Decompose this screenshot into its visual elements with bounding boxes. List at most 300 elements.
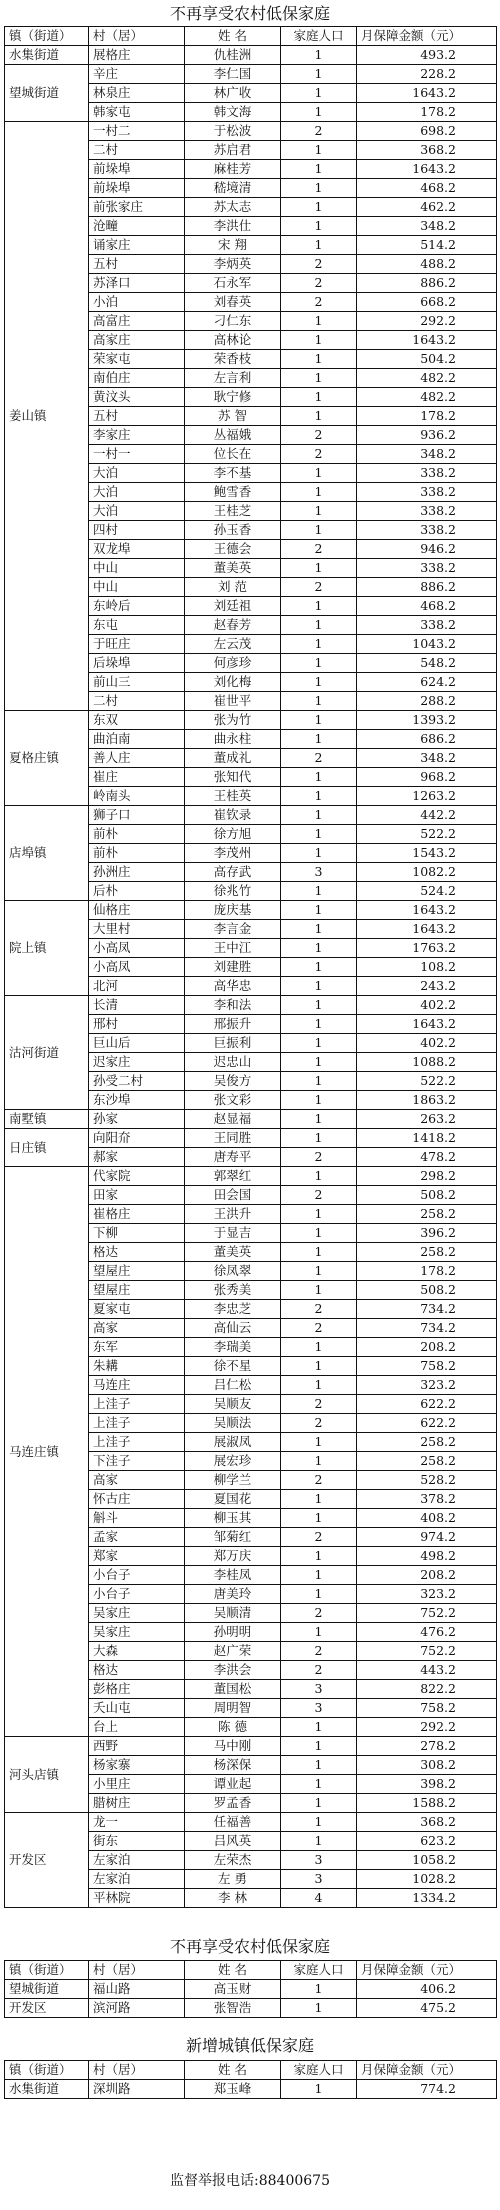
household-size-cell: 1 [281,236,357,255]
village-cell: 展格庄 [89,46,185,65]
amount-cell: 348.2 [357,445,497,464]
hotline-footer: 监督举报电话:88400675 [170,2173,330,2189]
name-cell: 赵春芳 [185,616,281,635]
amount-cell: 524.2 [357,882,497,901]
name-cell: 李仁国 [185,65,281,84]
amount-cell: 338.2 [357,502,497,521]
village-cell: 格达 [89,1661,185,1680]
name-cell: 李茂州 [185,844,281,863]
village-cell: 孙受二村 [89,1072,185,1091]
town-cell: 姜山镇 [5,122,89,711]
village-cell: 苏泽口 [89,274,185,293]
table-header-row [5,1961,497,1980]
village-cell: 杨家寨 [89,1756,185,1775]
household-size-cell: 1 [281,179,357,198]
name-cell: 刘建胜 [185,958,281,977]
name-cell: 王德会 [185,540,281,559]
name-cell: 鲍雪香 [185,483,281,502]
village-cell: 二村 [89,692,185,711]
table-row [5,1110,497,1129]
village-cell: 迟家庄 [89,1053,185,1072]
amount-cell: 1028.2 [357,1870,497,1889]
amount-cell: 668.2 [357,293,497,312]
name-cell: 展宏珍 [185,1452,281,1471]
name-cell: 张智浩 [185,1999,281,2018]
amount-cell: 228.2 [357,65,497,84]
amount-cell: 1393.2 [357,711,497,730]
household-size-cell: 1 [281,217,357,236]
name-cell: 丛福娥 [185,426,281,445]
town-cell: 开发区 [5,1999,89,2018]
village-cell: 高家 [89,1319,185,1338]
name-cell: 王同胜 [185,1129,281,1148]
name-cell: 迟忠山 [185,1053,281,1072]
household-size-cell: 1 [281,84,357,103]
village-cell: 邢村 [89,1015,185,1034]
table-header-row [5,2061,497,2080]
name-cell: 李 林 [185,1889,281,1908]
amount-cell: 522.2 [357,825,497,844]
name-cell: 高林论 [185,331,281,350]
amount-cell: 758.2 [357,1699,497,1718]
header-name: 姓 名 [185,2061,281,2080]
name-cell: 李瑞美 [185,1338,281,1357]
village-cell: 望屋庄 [89,1281,185,1300]
name-cell: 高仙云 [185,1319,281,1338]
header-monthly-amount: 月保障金额（元） [357,2061,497,2080]
name-cell: 夏国花 [185,1490,281,1509]
village-cell: 上洼子 [89,1433,185,1452]
table-row [5,1737,497,1756]
name-cell: 唐寿平 [185,1148,281,1167]
household-size-cell: 1 [281,1433,357,1452]
village-cell: 左家泊 [89,1851,185,1870]
amount-cell: 508.2 [357,1186,497,1205]
town-cell: 望城街道 [5,1980,89,1999]
village-cell: 前张家庄 [89,198,185,217]
amount-cell: 1263.2 [357,787,497,806]
household-size-cell: 2 [281,274,357,293]
amount-cell: 1418.2 [357,1129,497,1148]
header-name: 姓 名 [185,27,281,46]
name-cell: 左荣杰 [185,1851,281,1870]
name-cell: 郭翠红 [185,1167,281,1186]
amount-cell: 623.2 [357,1832,497,1851]
amount-cell: 468.2 [357,179,497,198]
name-cell: 仇桂洲 [185,46,281,65]
village-cell: 沧疃 [89,217,185,236]
amount-cell: 482.2 [357,369,497,388]
amount-cell: 338.2 [357,464,497,483]
village-cell: 东屯 [89,616,185,635]
village-cell: 巨山后 [89,1034,185,1053]
amount-cell: 752.2 [357,1604,497,1623]
village-cell: 斛斗 [89,1509,185,1528]
amount-cell: 522.2 [357,1072,497,1091]
town-cell: 院上镇 [5,901,89,996]
amount-cell: 338.2 [357,483,497,502]
amount-cell: 292.2 [357,1718,497,1737]
name-cell: 董美英 [185,1243,281,1262]
household-size-cell: 1 [281,1205,357,1224]
household-size-cell: 3 [281,1699,357,1718]
household-size-cell: 1 [281,1167,357,1186]
village-cell: 林泉庄 [89,84,185,103]
household-size-cell: 1 [281,1775,357,1794]
village-cell: 五村 [89,255,185,274]
amount-cell: 624.2 [357,673,497,692]
household-size-cell: 1 [281,350,357,369]
household-size-cell: 2 [281,445,357,464]
amount-cell: 408.2 [357,1509,497,1528]
household-size-cell: 2 [281,1395,357,1414]
name-cell: 张文彩 [185,1091,281,1110]
name-cell: 林广收 [185,84,281,103]
name-cell: 任福善 [185,1813,281,1832]
town-cell: 河头店镇 [5,1737,89,1813]
amount-cell: 348.2 [357,217,497,236]
household-size-cell: 2 [281,122,357,141]
name-cell: 赵广荣 [185,1642,281,1661]
village-cell: 大泊 [89,483,185,502]
household-size-cell: 1 [281,1281,357,1300]
amount-cell: 974.2 [357,1528,497,1547]
household-size-cell: 2 [281,1319,357,1338]
name-cell: 左言利 [185,369,281,388]
household-size-cell: 1 [281,958,357,977]
household-size-cell: 1 [281,1034,357,1053]
amount-cell: 368.2 [357,141,497,160]
amount-cell: 442.2 [357,806,497,825]
village-cell: 腊树庄 [89,1794,185,1813]
name-cell: 杨深保 [185,1756,281,1775]
amount-cell: 1334.2 [357,1889,497,1908]
village-cell: 韩家屯 [89,103,185,122]
town-cell: 马连庄镇 [5,1167,89,1737]
amount-cell: 1643.2 [357,1015,497,1034]
household-size-cell: 1 [281,1243,357,1262]
amount-cell: 308.2 [357,1756,497,1775]
name-cell: 高华忠 [185,977,281,996]
amount-cell: 178.2 [357,407,497,426]
household-size-cell: 1 [281,369,357,388]
amount-cell: 1643.2 [357,901,497,920]
village-cell: 小泊 [89,293,185,312]
table-row [5,711,497,730]
household-size-cell: 1 [281,1490,357,1509]
household-size-cell: 1 [281,1813,357,1832]
table-row [5,1980,497,1999]
name-cell: 苏太志 [185,198,281,217]
household-size-cell: 2 [281,1300,357,1319]
household-size-cell: 1 [281,730,357,749]
name-cell: 邢振升 [185,1015,281,1034]
household-size-cell: 1 [281,464,357,483]
household-size-cell: 2 [281,1471,357,1490]
name-cell: 耿宁修 [185,388,281,407]
name-cell: 位长在 [185,445,281,464]
section2-title: 不再享受农村低保家庭 [169,1937,330,1956]
header-name: 姓 名 [185,1961,281,1980]
household-size-cell: 1 [281,1262,357,1281]
name-cell: 李洪会 [185,1661,281,1680]
amount-cell: 752.2 [357,1642,497,1661]
name-cell: 李和法 [185,996,281,1015]
header-town: 镇（街道） [5,27,89,46]
amount-cell: 498.2 [357,1547,497,1566]
household-size-cell: 1 [281,46,357,65]
household-size-cell: 1 [281,768,357,787]
name-cell: 刘春英 [185,293,281,312]
name-cell: 刁仁东 [185,312,281,331]
amount-cell: 1088.2 [357,1053,497,1072]
household-size-cell: 1 [281,312,357,331]
name-cell: 董美英 [185,559,281,578]
village-cell: 南伯庄 [89,369,185,388]
name-cell: 孙玉香 [185,521,281,540]
name-cell: 徐兆竹 [185,882,281,901]
household-size-cell: 1 [281,1980,357,1999]
name-cell: 高玉财 [185,1980,281,1999]
village-cell: 仙格庄 [89,901,185,920]
amount-cell: 622.2 [357,1395,497,1414]
amount-cell: 443.2 [357,1661,497,1680]
name-cell: 荣香枝 [185,350,281,369]
name-cell: 徐不星 [185,1357,281,1376]
table-row [5,46,497,65]
household-size-cell: 1 [281,1623,357,1642]
household-size-cell: 2 [281,1186,357,1205]
village-cell: 曲泊南 [89,730,185,749]
household-size-cell: 1 [281,977,357,996]
amount-cell: 482.2 [357,388,497,407]
amount-cell: 208.2 [357,1566,497,1585]
name-cell: 李忠芝 [185,1300,281,1319]
amount-cell: 478.2 [357,1148,497,1167]
name-cell: 马中刚 [185,1737,281,1756]
village-cell: 夭山屯 [89,1699,185,1718]
name-cell: 周明智 [185,1699,281,1718]
amount-cell: 398.2 [357,1775,497,1794]
name-cell: 苏 智 [185,407,281,426]
household-size-cell: 2 [281,578,357,597]
amount-cell: 1543.2 [357,844,497,863]
village-cell: 孙家 [89,1110,185,1129]
table-row [5,1129,497,1148]
household-size-cell: 1 [281,1794,357,1813]
village-cell: 平林院 [89,1889,185,1908]
household-size-cell: 2 [281,293,357,312]
amount-cell: 1643.2 [357,160,497,179]
amount-cell: 258.2 [357,1205,497,1224]
village-cell: 五村 [89,407,185,426]
household-size-cell: 1 [281,483,357,502]
amount-cell: 338.2 [357,616,497,635]
header-household-size: 家庭人口 [281,1961,357,1980]
village-cell: 田家 [89,1186,185,1205]
section1-table [4,26,497,1908]
household-size-cell: 1 [281,1547,357,1566]
village-cell: 台上 [89,1718,185,1737]
household-size-cell: 2 [281,1414,357,1433]
village-cell: 大森 [89,1642,185,1661]
village-cell: 孙洲庄 [89,863,185,882]
amount-cell: 686.2 [357,730,497,749]
household-size-cell: 1 [281,673,357,692]
household-size-cell: 1 [281,1015,357,1034]
household-size-cell: 4 [281,1889,357,1908]
amount-cell: 475.2 [357,1999,497,2018]
name-cell: 董成礼 [185,749,281,768]
village-cell: 怀古庄 [89,1490,185,1509]
village-cell: 中山 [89,559,185,578]
household-size-cell: 3 [281,1851,357,1870]
table-row [5,1813,497,1832]
name-cell: 郑玉峰 [185,2080,281,2099]
household-size-cell: 1 [281,1053,357,1072]
table-row [5,1167,497,1186]
village-cell: 东沙埠 [89,1091,185,1110]
amount-cell: 178.2 [357,1262,497,1281]
village-cell: 郝家 [89,1148,185,1167]
header-village: 村（居） [89,1961,185,1980]
amount-cell: 462.2 [357,198,497,217]
header-monthly-amount: 月保障金额（元） [357,1961,497,1980]
village-cell: 北河 [89,977,185,996]
amount-cell: 243.2 [357,977,497,996]
amount-cell: 278.2 [357,1737,497,1756]
amount-cell: 1082.2 [357,863,497,882]
name-cell: 吴顺法 [185,1414,281,1433]
name-cell: 刘化梅 [185,673,281,692]
name-cell: 徐凤翠 [185,1262,281,1281]
village-cell: 一村二 [89,122,185,141]
amount-cell: 886.2 [357,578,497,597]
name-cell: 罗孟香 [185,1794,281,1813]
village-cell: 马连庄 [89,1376,185,1395]
name-cell: 郑万庆 [185,1547,281,1566]
household-size-cell: 1 [281,787,357,806]
amount-cell: 402.2 [357,996,497,1015]
village-cell: 龙一 [89,1813,185,1832]
household-size-cell: 1 [281,160,357,179]
village-cell: 前朴 [89,844,185,863]
name-cell: 麻桂芳 [185,160,281,179]
header-household-size: 家庭人口 [281,2061,357,2080]
household-size-cell: 1 [281,939,357,958]
table-row [5,2080,497,2099]
household-size-cell: 1 [281,920,357,939]
name-cell: 唐美玲 [185,1585,281,1604]
household-size-cell: 1 [281,65,357,84]
village-cell: 辛庄 [89,65,185,84]
town-cell: 南墅镇 [5,1110,89,1129]
household-size-cell: 1 [281,1338,357,1357]
name-cell: 吕风英 [185,1832,281,1851]
amount-cell: 208.2 [357,1338,497,1357]
name-cell: 刘廷祖 [185,597,281,616]
name-cell: 左 勇 [185,1870,281,1889]
household-size-cell: 1 [281,1509,357,1528]
village-cell: 大泊 [89,464,185,483]
name-cell: 李言金 [185,920,281,939]
amount-cell: 476.2 [357,1623,497,1642]
village-cell: 大里村 [89,920,185,939]
village-cell: 下柳 [89,1224,185,1243]
household-size-cell: 1 [281,1110,357,1129]
village-cell: 后垛埠 [89,654,185,673]
town-cell: 水集街道 [5,46,89,65]
amount-cell: 263.2 [357,1110,497,1129]
household-size-cell: 1 [281,1999,357,2018]
name-cell: 邹菊红 [185,1528,281,1547]
amount-cell: 178.2 [357,103,497,122]
village-cell: 福山路 [89,1980,185,1999]
name-cell: 陈 德 [185,1718,281,1737]
header-village: 村（居） [89,2061,185,2080]
amount-cell: 622.2 [357,1414,497,1433]
table-row [5,65,497,84]
table-row [5,1999,497,2018]
name-cell: 田会国 [185,1186,281,1205]
village-cell: 诵家庄 [89,236,185,255]
name-cell: 庞庆基 [185,901,281,920]
name-cell: 李桂凤 [185,1566,281,1585]
village-cell: 小高凤 [89,958,185,977]
household-size-cell: 1 [281,806,357,825]
village-cell: 前朴 [89,825,185,844]
name-cell: 崔钦录 [185,806,281,825]
amount-cell: 504.2 [357,350,497,369]
household-size-cell: 2 [281,255,357,274]
household-size-cell: 3 [281,1680,357,1699]
name-cell: 崔世平 [185,692,281,711]
village-cell: 格达 [89,1243,185,1262]
amount-cell: 288.2 [357,692,497,711]
town-cell: 水集街道 [5,2080,89,2099]
village-cell: 孟家 [89,1528,185,1547]
name-cell: 吴顺友 [185,1395,281,1414]
amount-cell: 396.2 [357,1224,497,1243]
amount-cell: 734.2 [357,1300,497,1319]
header-monthly-amount: 月保障金额（元） [357,27,497,46]
village-cell: 高家庄 [89,331,185,350]
household-size-cell: 1 [281,882,357,901]
name-cell: 曲永柱 [185,730,281,749]
village-cell: 东军 [89,1338,185,1357]
household-size-cell: 1 [281,844,357,863]
household-size-cell: 1 [281,103,357,122]
table-header-row [5,27,497,46]
name-cell: 柳学兰 [185,1471,281,1490]
amount-cell: 406.2 [357,1980,497,1999]
amount-cell: 698.2 [357,122,497,141]
village-cell: 上洼子 [89,1395,185,1414]
village-cell: 吴家庄 [89,1623,185,1642]
household-size-cell: 3 [281,1870,357,1889]
village-cell: 向阳夼 [89,1129,185,1148]
amount-cell: 298.2 [357,1167,497,1186]
name-cell: 赵显福 [185,1110,281,1129]
amount-cell: 258.2 [357,1452,497,1471]
table-row [5,122,497,141]
household-size-cell: 1 [281,331,357,350]
village-cell: 深圳路 [89,2080,185,2099]
table-row [5,901,497,920]
village-cell: 中山 [89,578,185,597]
amount-cell: 1863.2 [357,1091,497,1110]
amount-cell: 548.2 [357,654,497,673]
